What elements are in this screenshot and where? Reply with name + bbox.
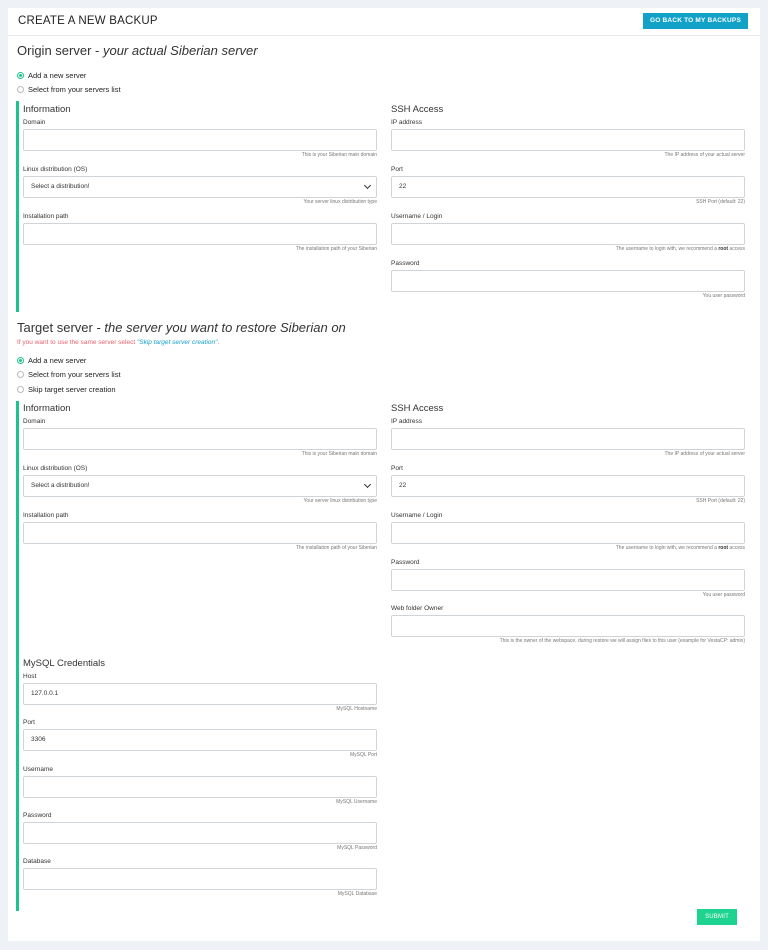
target-radio-add-new[interactable] xyxy=(17,355,86,365)
target-username-label: Username / Login xyxy=(391,512,443,519)
origin-domain-input[interactable] xyxy=(23,129,377,151)
mysql-username-hint: MySQL Username xyxy=(336,799,377,805)
target-ip-input[interactable] xyxy=(391,428,745,450)
mysql-username-label: Username xyxy=(23,766,53,773)
origin-title-sub: your actual Siberian server xyxy=(102,43,258,58)
target-username-hint-root: root xyxy=(718,545,729,551)
origin-os-select[interactable] xyxy=(23,176,377,198)
target-radio-skip-label: Skip target server creation xyxy=(28,384,116,394)
chevron-down-icon xyxy=(364,182,371,189)
origin-username-input[interactable] xyxy=(391,223,745,245)
target-os-select[interactable] xyxy=(23,475,377,497)
target-warning-b: "Skip target server creation" xyxy=(136,339,218,346)
target-warning-c: . xyxy=(217,339,220,346)
mysql-port-input[interactable]: 3306 xyxy=(23,729,377,751)
origin-path-label: Installation path xyxy=(23,213,69,220)
origin-username-hint-c: access xyxy=(728,246,745,252)
target-radio-skip[interactable] xyxy=(17,384,116,394)
radio-unselected-icon xyxy=(17,371,24,378)
origin-domain-label: Domain xyxy=(23,119,46,126)
target-warning-text xyxy=(17,339,219,346)
target-path-hint: The installation path of your Siberian xyxy=(295,545,377,551)
mysql-database-label: Database xyxy=(23,858,51,865)
target-password-input[interactable] xyxy=(391,569,745,591)
target-port-label: Port xyxy=(391,465,403,472)
target-domain-label: Domain xyxy=(23,418,46,425)
target-radio-add-new-label: Add a new server xyxy=(28,355,87,365)
radio-selected-icon xyxy=(17,72,24,79)
mysql-password-hint: MySQL Password xyxy=(337,845,377,851)
origin-password-input[interactable] xyxy=(391,270,745,292)
target-domain-input[interactable] xyxy=(23,428,377,450)
origin-section-title xyxy=(17,43,258,58)
origin-os-hint: Your server linux distribution type xyxy=(303,199,377,205)
mysql-heading: MySQL Credentials xyxy=(23,658,106,669)
mysql-host-input[interactable]: 127.0.0.1 xyxy=(23,683,377,705)
target-username-input[interactable] xyxy=(391,522,745,544)
target-title-sub: the server you want to restore Siberian on xyxy=(104,320,346,335)
origin-path-input[interactable] xyxy=(23,223,377,245)
target-accent-bar xyxy=(16,401,19,911)
target-section-title xyxy=(17,320,346,335)
mysql-password-label: Password xyxy=(23,812,52,819)
submit-button[interactable]: SUBMIT xyxy=(697,909,737,925)
target-port-input[interactable]: 22 xyxy=(391,475,745,497)
mysql-host-label: Host xyxy=(23,673,37,680)
origin-port-label: Port xyxy=(391,166,403,173)
target-owner-label: Web folder Owner xyxy=(391,605,444,612)
mysql-port-hint: MySQL Port xyxy=(349,752,377,758)
radio-unselected-icon xyxy=(17,86,24,93)
mysql-port-label: Port xyxy=(23,719,35,726)
target-os-label: Linux distribution (OS) xyxy=(23,465,88,472)
target-radio-select-list-label: Select from your servers list xyxy=(28,369,121,379)
origin-radio-add-new[interactable] xyxy=(17,70,86,80)
target-ip-label: IP address xyxy=(391,418,422,425)
target-password-hint: You user password xyxy=(702,592,745,598)
target-port-hint: SSH Port (default: 22) xyxy=(696,498,745,504)
target-warning-a: If you want to use the same server select xyxy=(17,339,137,346)
target-owner-input[interactable] xyxy=(391,615,745,637)
target-radio-select-list[interactable] xyxy=(17,369,121,379)
origin-domain-hint: This is your Siberian main domain xyxy=(301,152,377,158)
origin-ssh-heading: SSH Access xyxy=(391,104,444,115)
radio-unselected-icon xyxy=(17,386,24,393)
origin-os-label: Linux distribution (OS) xyxy=(23,166,88,173)
target-owner-hint: This is the owner of the webspace, during restore we will assign files to this user (example for VestaCP: admin) xyxy=(499,638,745,644)
target-ssh-heading: SSH Access xyxy=(391,403,444,414)
target-path-input[interactable] xyxy=(23,522,377,544)
origin-ip-label: IP address xyxy=(391,119,422,126)
target-path-label: Installation path xyxy=(23,512,69,519)
backup-form-card xyxy=(8,8,760,941)
target-username-hint xyxy=(616,545,745,551)
origin-password-label: Password xyxy=(391,260,420,267)
mysql-host-hint: MySQL Hostname xyxy=(336,706,377,712)
back-to-backups-button[interactable]: GO BACK TO MY BACKUPS xyxy=(643,13,748,29)
chevron-down-icon xyxy=(364,481,371,488)
target-os-select-value: Select a distribution! xyxy=(31,482,90,489)
origin-ip-hint: The IP address of your actual server xyxy=(664,152,745,158)
target-os-hint: Your server linux distribution type xyxy=(303,498,377,504)
target-title-main: Target server - xyxy=(17,320,105,335)
origin-radio-select-list[interactable] xyxy=(17,84,121,94)
page-header xyxy=(8,8,760,36)
origin-path-hint: The installation path of your Siberian xyxy=(295,246,377,252)
origin-port-hint: SSH Port (default: 22) xyxy=(696,199,745,205)
target-password-label: Password xyxy=(391,559,420,566)
origin-os-select-value: Select a distribution! xyxy=(31,183,90,190)
mysql-database-hint: MySQL Database xyxy=(337,891,377,897)
mysql-username-input[interactable] xyxy=(23,776,377,798)
radio-selected-icon xyxy=(17,357,24,364)
origin-port-input[interactable]: 22 xyxy=(391,176,745,198)
origin-title-main: Origin server - xyxy=(17,43,103,58)
origin-username-hint-a: The username to login with, we recommend a xyxy=(615,246,719,252)
page-title: CREATE A NEW BACKUP xyxy=(18,15,158,27)
mysql-database-input[interactable] xyxy=(23,868,377,890)
target-info-heading: Information xyxy=(23,403,71,414)
target-ip-hint: The IP address of your actual server xyxy=(664,451,745,457)
origin-password-hint: You user password xyxy=(702,293,745,299)
origin-accent-bar xyxy=(16,101,19,312)
mysql-password-input[interactable] xyxy=(23,822,377,844)
target-domain-hint: This is your Siberian main domain xyxy=(301,451,377,457)
origin-radio-add-new-label: Add a new server xyxy=(28,70,87,80)
target-username-hint-c: access xyxy=(728,545,745,551)
origin-username-hint xyxy=(616,246,745,252)
origin-info-heading: Information xyxy=(23,104,71,115)
origin-ip-input[interactable] xyxy=(391,129,745,151)
target-username-hint-a: The username to login with, we recommend a xyxy=(615,545,719,551)
origin-radio-select-list-label: Select from your servers list xyxy=(28,84,121,94)
origin-username-hint-root: root xyxy=(718,246,729,252)
origin-username-label: Username / Login xyxy=(391,213,443,220)
